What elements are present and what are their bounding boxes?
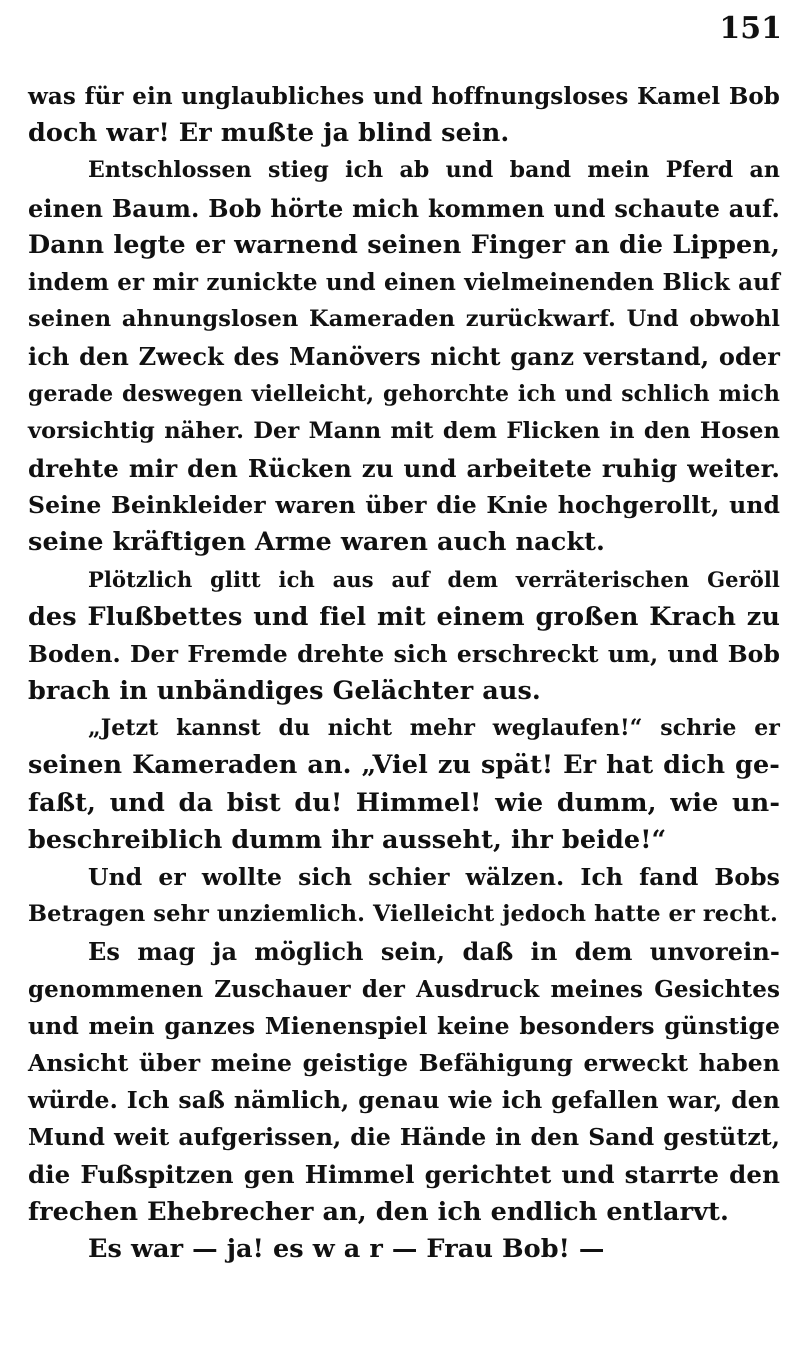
- text-line: indem er mir zunickte und einen vielmeinenden Blick auf: [28, 268, 780, 296]
- text-line: würde. Ich saß nämlich, genau wie ich gefallen war, den: [28, 1086, 780, 1115]
- text-line: faßt, und da bist du! Himmel! wie dumm, wie un-: [28, 787, 780, 818]
- text-line: beschreiblich dumm ihr ausseht, ihr beide!“: [28, 824, 667, 855]
- paragraph: [28, 859, 780, 933]
- text-line: brach in unbändiges Gelächter aus.: [28, 676, 541, 706]
- paragraph: [28, 1231, 780, 1268]
- text-line: „Jetzt kannst du nicht mehr weglaufen!“ schrie er: [88, 715, 780, 742]
- paragraph: [28, 152, 780, 561]
- text-line: einen Baum. Bob hörte mich kommen und schaute auf.: [28, 193, 780, 223]
- text-line: die Fußspitzen gen Himmel gerichtet und starrte den: [28, 1160, 780, 1190]
- text-line: was für ein unglaubliches und hoffnungsloses Kamel Bob: [28, 83, 780, 110]
- body-text: [28, 78, 780, 1268]
- text-line: gerade deswegen vielleicht, gehorchte ich und schlich mich: [28, 380, 780, 407]
- paragraph: [28, 933, 780, 1231]
- text-line: frechen Ehebrecher an, den ich endlich entlarvt.: [28, 1196, 729, 1227]
- text-line: vorsichtig näher. Der Mann mit dem Flicken in den Hosen: [28, 417, 780, 444]
- text-line: Seine Beinkleider waren über die Knie hochgerollt, und: [28, 491, 780, 520]
- text-line: seinen ahnungslosen Kameraden zurückwarf. Und obwohl: [28, 306, 780, 333]
- text-line: Mund weit aufgerissen, die Hände in den Sand gestützt,: [28, 1123, 780, 1152]
- text-line: genommenen Zuschauer der Ausdruck meines Gesichtes: [28, 975, 780, 1003]
- text-line: Und er wollte sich schier wälzen. Ich fand Bobs: [88, 862, 780, 891]
- text-line: Ansicht über meine geistige Befähigung erweckt haben: [28, 1048, 780, 1077]
- page-number: 151: [719, 11, 782, 46]
- paragraph: [28, 78, 780, 152]
- text-line: Betragen sehr unziemlich. Vielleicht jedoch hatte er recht.: [28, 901, 778, 928]
- text-line: ich den Zweck des Manövers nicht ganz verstand, oder: [28, 342, 780, 372]
- text-line: drehte mir den Rücken zu und arbeitete ruhig weiter.: [28, 453, 780, 483]
- text-line: Entschlossen stieg ich ab und band mein Pferd an: [88, 157, 780, 184]
- text-line: des Flußbettes und fiel mit einem großen Krach zu: [28, 601, 780, 632]
- paragraph: [28, 710, 780, 859]
- text-line: Es mag ja möglich sein, daß in dem unvorein-: [88, 937, 780, 967]
- text-line: seinen Kameraden an. „Viel zu spät! Er hat dich ge-: [28, 750, 780, 781]
- text-line: Es war — ja! es w a r — Frau Bob! —: [88, 1233, 605, 1264]
- text-line: doch war! Er mußte ja blind sein.: [28, 118, 510, 149]
- text-line: Dann legte er warnend seinen Finger an die Lippen,: [28, 229, 780, 260]
- paragraph: [28, 561, 780, 710]
- text-line: seine kräftigen Arme waren auch nackt.: [28, 527, 606, 558]
- text-line: Plötzlich glitt ich aus auf dem verräterischen Geröll: [88, 567, 780, 593]
- text-line: Boden. Der Fremde drehte sich erschreckt um, und Bob: [28, 639, 780, 668]
- text-line: und mein ganzes Mienenspiel keine besonders günstige: [28, 1011, 780, 1040]
